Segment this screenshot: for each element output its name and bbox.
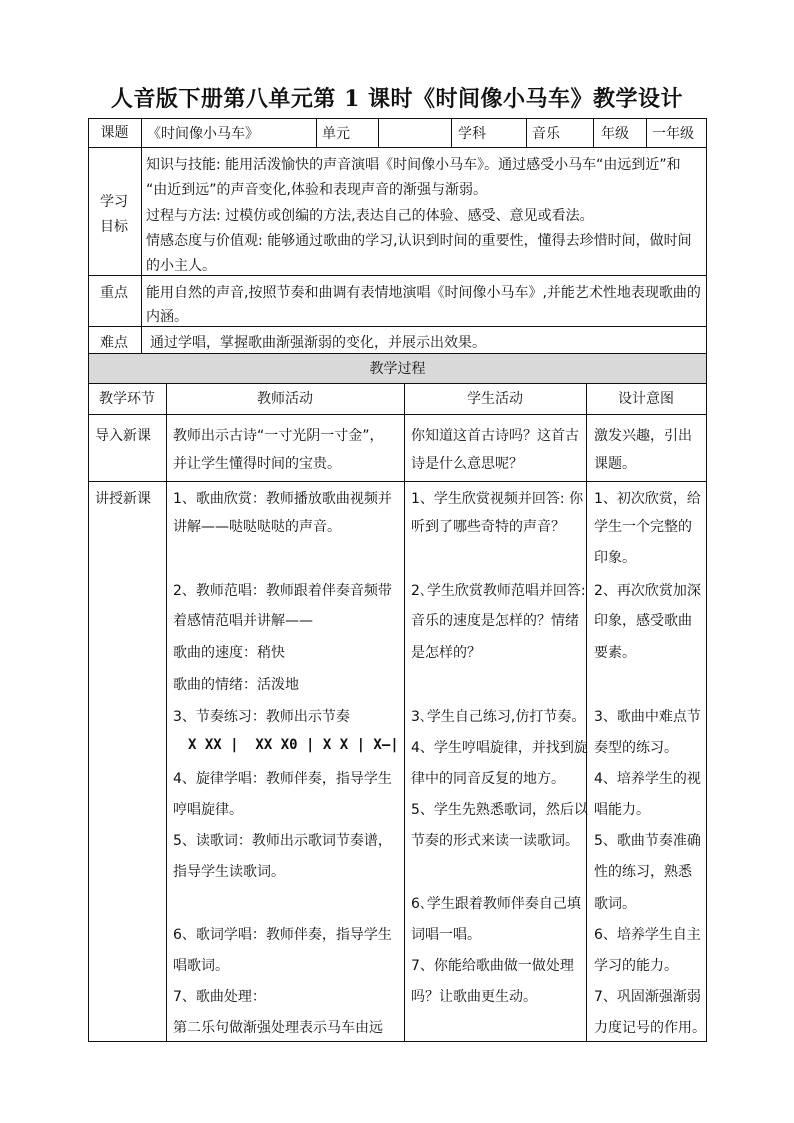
student-activity-line: 是怎样的？ xyxy=(411,645,481,661)
teacher-activity-line: 讲解——哒哒哒哒的声音。 xyxy=(173,519,341,535)
teach-stage: 讲授新课 xyxy=(95,491,151,507)
design-intent-line: 奏型的练习。 xyxy=(594,740,678,756)
design-intent-line: 唱能力。 xyxy=(594,802,650,818)
design-intent-line: 3、歌曲中难点节 xyxy=(594,709,701,725)
teacher-activity-line: 唱歌词。 xyxy=(173,958,229,974)
design-intent-line: 7、巩固渐强渐弱 xyxy=(594,989,701,1005)
design-intent-line: 力度记号的作用。 xyxy=(594,1020,706,1036)
teacher-activity-line: 6、歌词学唱：教师伴奏，指导学生 xyxy=(173,927,392,943)
col-header-teacher: 教师活动 xyxy=(257,391,313,407)
rhythm-notation: X XX | XX X0 | X X | X—| xyxy=(188,737,399,753)
row-divider xyxy=(88,481,707,482)
goals-line: 的小主人。 xyxy=(146,258,216,274)
table-border-right xyxy=(706,118,707,1042)
document-title: 人音版下册第八单元第 1 课时《时间像小马车》教学设计 xyxy=(110,86,684,112)
col-divider xyxy=(586,383,587,1042)
design-intent-line: 6、培养学生自主 xyxy=(594,927,701,943)
table-border-bottom xyxy=(88,1041,707,1042)
intro-teacher-line: 教师出示古诗“一寸光阴一寸金”， xyxy=(173,428,384,444)
student-activity-line: 6､学生跟着教师伴奏自己填 xyxy=(411,896,581,912)
key-point-line: 能用自然的声音,按照节奏和曲调有表情地演唱《时间像小马车》,并能艺术性地表现歌曲的 xyxy=(146,285,701,301)
goals-line: 过程与方法: 过模仿或创编的方法,表达自己的体验、感受、意见或看法。 xyxy=(146,208,594,224)
goals-label-line2: 目标 xyxy=(100,219,128,235)
student-activity-line: 音乐的速度是怎样的？情绪 xyxy=(411,613,579,629)
teacher-activity-line: 2、教师范唱：教师跟着伴奏音频带 xyxy=(173,583,392,599)
design-intent-line: 学习的能力。 xyxy=(594,958,678,974)
teacher-activity-line: 4、旋律学唱：教师伴奏，指导学生 xyxy=(173,771,392,787)
col-divider xyxy=(141,118,142,354)
design-intent-line: 要素。 xyxy=(594,645,636,661)
teacher-activity-line: 歌曲的情绪：活泼地 xyxy=(173,677,299,693)
design-intent-line: 4、培养学生的视 xyxy=(594,771,701,787)
teacher-activity-line: 5、读歌词：教师出示歌词节奏谱， xyxy=(173,833,392,849)
col-divider xyxy=(378,118,379,148)
teacher-activity-line: 歌曲的速度：稍快 xyxy=(173,645,285,661)
col-header-stage: 教学环节 xyxy=(99,391,155,407)
key-point-line: 内涵。 xyxy=(146,309,188,325)
table-border-top xyxy=(88,118,707,119)
student-activity-line: 5、学生先熟悉歌词，然后以 xyxy=(411,802,588,818)
difficulty-label: 难点 xyxy=(100,335,128,351)
teacher-activity-line: 着感情范唱并讲解—— xyxy=(173,613,313,629)
col-divider xyxy=(526,118,527,148)
row-divider xyxy=(88,326,707,327)
row-divider xyxy=(88,147,707,148)
grade-label: 年级 xyxy=(601,126,629,142)
design-intent-line: 印象。 xyxy=(594,550,636,566)
col-divider xyxy=(593,118,594,148)
design-intent-line: 5、歌曲节奏准确 xyxy=(594,833,701,849)
intro-teacher-line: 并让学生懂得时间的宝贵。 xyxy=(173,456,341,472)
student-activity-line: 7、你能给歌曲做一做处理 xyxy=(411,958,574,974)
teacher-activity-line: 第二乐句做渐强处理表示马车由远 xyxy=(173,1020,383,1036)
table-border-left xyxy=(88,118,89,1042)
lesson-label: 课题 xyxy=(100,125,129,141)
col-divider xyxy=(646,118,647,148)
goals-line: “由近到远”的声音变化,体验和表现声音的渐强与渐弱。 xyxy=(146,182,487,198)
subject-value: 音乐 xyxy=(532,126,560,142)
intro-stage: 导入新课 xyxy=(95,428,151,444)
student-activity-line: 词唱一唱。 xyxy=(411,927,481,943)
teacher-activity-line: 7、歌曲处理： xyxy=(173,989,266,1005)
lesson-value: 《时间像小马车》 xyxy=(147,126,259,142)
teacher-activity-line: 1、歌曲欣赏：教师播放歌曲视频并 xyxy=(173,491,392,507)
row-divider xyxy=(88,275,707,276)
intro-intent-line: 激发兴趣，引出 xyxy=(594,428,692,444)
goals-line: 情感态度与价值观: 能够通过歌曲的学习,认识到时间的重要性，懂得去珍惜时间，做时间 xyxy=(146,233,692,249)
col-divider xyxy=(316,118,317,148)
subject-label: 学科 xyxy=(458,126,486,142)
design-intent-line: 性的练习，熟悉 xyxy=(594,864,692,880)
student-activity-line: 4、学生哼唱旋律，并找到旋 xyxy=(411,740,588,756)
student-activity-line: 3､学生自己练习,仿打节奏。 xyxy=(411,709,586,725)
col-divider xyxy=(451,118,452,148)
design-intent-line: 学生一个完整的 xyxy=(594,519,692,535)
student-activity-line: 听到了哪些奇特的声音？ xyxy=(411,519,565,535)
col-divider xyxy=(404,383,405,1042)
intro-intent-line: 课题。 xyxy=(594,456,636,472)
col-header-intent: 设计意图 xyxy=(618,391,674,407)
design-intent-line: 1、初次欣赏，给 xyxy=(594,491,701,507)
teacher-activity-line: 3、节奏练习：教师出示节奏 xyxy=(173,709,350,725)
intro-student-line: 诗是什么意思呢？ xyxy=(411,456,523,472)
student-activity-line: 节奏的形式来读一读歌词。 xyxy=(411,833,579,849)
col-header-student: 学生活动 xyxy=(467,391,523,407)
design-intent-line: 歌词。 xyxy=(594,896,636,912)
student-activity-line: 吗？让歌曲更生动。 xyxy=(411,989,537,1005)
student-activity-line: 1、学生欣赏视频并回答: 你 xyxy=(411,491,584,507)
unit-label: 单元 xyxy=(322,126,350,142)
process-header: 教学过程 xyxy=(369,360,426,377)
key-point-label: 重点 xyxy=(100,285,128,301)
teacher-activity-line: 指导学生读歌词。 xyxy=(173,864,285,880)
row-divider xyxy=(88,414,707,415)
goals-label-line1: 学习 xyxy=(100,194,128,210)
student-activity-line: 2､学生欣赏教师范唱并回答: xyxy=(411,583,586,599)
grade-value: 一年级 xyxy=(652,126,694,142)
difficulty-text: 通过学唱，掌握歌曲渐强渐弱的变化，并展示出效果。 xyxy=(150,335,486,351)
student-activity-line: 律中的同音反复的地方。 xyxy=(411,771,565,787)
intro-student-line: 你知道这首古诗吗？这首古 xyxy=(411,428,579,444)
col-divider xyxy=(166,383,167,1042)
goals-line: 知识与技能: 能用活泼愉快的声音演唱《时间像小马车》。通过感受小马车“由远到近”和 xyxy=(146,157,681,173)
design-intent-line: 2、再次欣赏加深 xyxy=(594,583,701,599)
design-intent-line: 印象，感受歌曲 xyxy=(594,613,692,629)
teacher-activity-line: 哼唱旋律。 xyxy=(173,802,243,818)
